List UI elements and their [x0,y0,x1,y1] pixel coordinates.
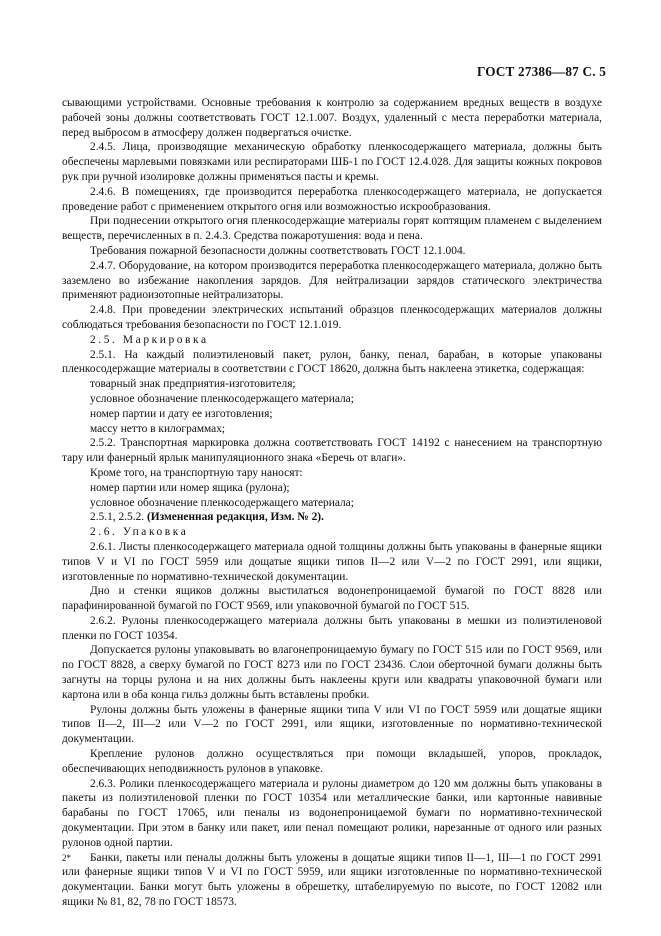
paragraph-text: Требования пожарной безопасности должны соответствовать ГОСТ 12.1.004. [90,244,466,257]
paragraph-text: условное обозначение пленкосодержащего материала; [90,496,354,509]
paragraph [62,643,602,702]
paragraph-text: 2.4.5. Лица, производящие механическую обработку пленкосодержащего материала, должны быть обеспечены марлевыми повязками или респираторами ШБ-1 по ГОСТ 12.4.028. Для защиты кожных покровов рук при ручной изолировке должны применяться пасты и кремы. [62,141,602,183]
paragraph-text: 2.5.2. Транспортная маркировка должна соответствовать ГОСТ 14192 с нанесением на транспортную тару или фанерный ярлык манипуляционного знака «Беречь от влаги». [62,437,602,465]
paragraph [62,747,602,777]
page-header: ГОСТ 27386—87 С. 5 [476,64,606,79]
paragraph-text: 2.4.8. При проведении электрических испытаний образцов пленкосодержащих материалов должны соблюдаться требования безопасности по ГОСТ 12.1.019. [62,304,602,331]
paragraph-text: Допускается рулоны упаковывать во влагонепроницаемую бумагу по ГОСТ 515 или по ГОСТ 9569, или по ГОСТ 8828, а сверху бумагой по ГОСТ 8273 или по ГОСТ 23436. Слои оберточной бумаги должны быть загнуты на торцы рулона и на них должны быть наклеены круги или квадраты упаковочной бумаги или картона или в оба конца гильз должны быть вставлены пробки. [62,644,602,701]
paragraph-text: сывающими устройствами. Основные требования к контролю за содержанием вредных веществ в воздухе рабочей зоны должны соответствовать ГОСТ 12.1.007. Воздух, удаленный с места переработки материала, перед выбросом в атмосферу должен подвергаться очистке. [62,97,602,139]
paragraph-text: номер партии и дату ее изготовления; [90,407,273,420]
paragraph [62,214,602,244]
list-item [62,392,602,407]
paragraph [62,703,602,747]
paragraph-text: Кроме того, на транспортную тару наносят: [90,466,303,479]
paragraph [62,851,602,910]
paragraph-text: Банки, пакеты или пеналы должны быть уложены в дощатые ящики типов II—1, III—1 по ГОСТ 2991 или фанерные ящики типов V и VI по ГОСТ 5959, или ящики изготовленные по нормативно-технической документации. Банки могут быть уложены в обрешетку, штабелируемую по высоте, по ГОСТ 12082 или ящики № 81, 82, 78 по ГОСТ 18573. [62,851,602,909]
paragraph-text: 2.5. Маркировка [90,333,209,346]
paragraph-text: 2.4.7. Оборудование, на котором производится переработка пленкосодержащего материала, должно быть заземлено во избежание накопления зарядов. Для нейтрализации зарядов статического электричества применяют радиоизотопные нейтрализаторы. [62,259,602,302]
paragraph [62,333,602,348]
revision-note: (Измененная редакция, Изм. № 2). [146,511,324,524]
paragraph-text: 2.6.3. Ролики пленкосодержащего материала и рулоны диаметром до 120 мм должны быть упакованы в пакеты из полиэтиленовой пленки по ГОСТ 10354 или металлические банки, или картонные навивные барабаны по ГОСТ 17065, или пеналы из водонепроницаемой бумаги по нормативно-технической документации. При этом в банку или пакет, или пенал помещают ролики, нарезанные от одного или разных рулонов одной партии. [62,777,602,849]
page-footnote: 2* [62,853,71,863]
paragraph-text: 2.6. Упаковка [90,526,189,539]
list-item [62,377,602,392]
paragraph [62,259,602,303]
list-item [62,496,602,511]
paragraph [62,244,602,259]
paragraph [62,614,602,644]
paragraph-text: 2.6.2. Рулоны пленкосодержащего материала должны быть упакованы в мешки из полиэтиленовой пленки по ГОСТ 10354. [62,614,602,642]
paragraph-text: массу нетто в килограммах; [90,422,226,435]
paragraph [62,436,602,466]
paragraph-text: 2.5.1. На каждый полиэтиленовый пакет, рулон, банку, пенал, барабан, в которые упакованы пленкосодержащие материалы в соответствии с ГОСТ 18620, должна быть наклеена этикетка, содержащая: [62,348,602,376]
list-item [62,407,602,422]
paragraph [62,525,602,540]
document-body [62,96,602,910]
list-item [62,481,602,496]
paragraph [62,96,602,140]
paragraph-text: 2.5.1, 2.5.2. [90,511,145,524]
paragraph-text: При поднесении открытого огня пленкосодержащие материалы горят коптящим пламенем с выделением веществ, перечисленных в п. 2.4.3. Средства пожаротушения: вода и пена. [62,215,602,243]
paragraph [62,540,602,584]
paragraph-text: 2.4.6. В помещениях, где производится переработка пленкосодержащего материала, не допускается проведение работ с применением открытого огня или возможностью искрообразования. [62,185,602,213]
paragraph [62,777,602,851]
paragraph [62,348,602,378]
paragraph-text: товарный знак предприятия-изготовителя; [90,378,296,391]
paragraph-text: 2.6.1. Листы пленкосодержащего материала одной толщины должны быть упакованы в фанерные ящики типов V и VI по ГОСТ 5959 или дощатые ящики типов II—2 или V—2 по ГОСТ 2991, или ящики, изготовленные по нормативно-технической документации. [62,540,602,583]
paragraph-text: Крепление рулонов должно осуществляться при помощи вкладышей, упоров, прокладок, обеспечивающих неподвижность рулонов в упаковке. [62,748,602,775]
paragraph-text: Дно и стенки ящиков должны выстилаться водонепроницаемой бумагой по ГОСТ 8828 или парафинированной бумагой по ГОСТ 9569, или упаковочной бумагой по ГОСТ 515. [62,585,602,613]
paragraph [62,303,602,333]
paragraph-text: Рулоны должны быть уложены в фанерные ящики типа V или VI по ГОСТ 5959 или дощатые ящики типов II—2, III—2 или V—2 по ГОСТ 2991, или ящики, изготовленные по нормативно-технической документации. [62,703,602,746]
paragraph [62,466,602,481]
paragraph [62,510,602,525]
paragraph [62,584,602,614]
list-item [62,422,602,437]
paragraph-text: условное обозначение пленкосодержащего материала; [90,392,354,405]
paragraph-text: номер партии или номер ящика (рулона); [90,481,290,494]
paragraph [62,140,602,184]
paragraph [62,185,602,215]
